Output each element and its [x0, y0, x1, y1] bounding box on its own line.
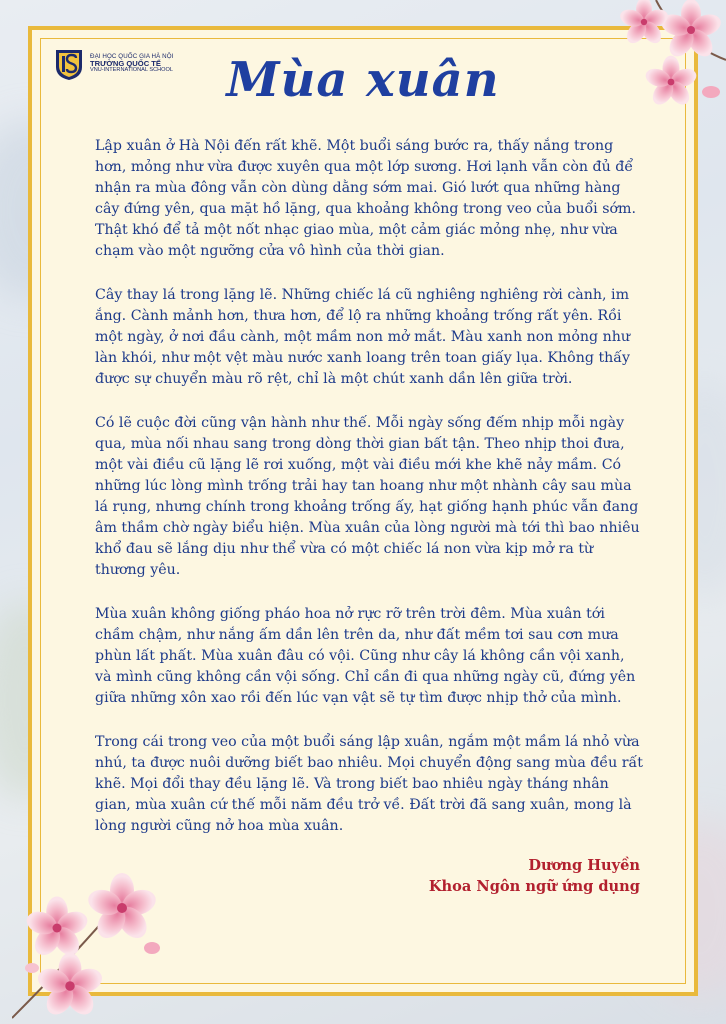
- author-department: Khoa Ngôn ngữ ứng dụng: [428, 878, 640, 895]
- cherry-blossom-top-right-icon: [596, 0, 726, 120]
- author-name: Dương Huyền: [528, 857, 640, 874]
- signature-block: [429, 855, 640, 897]
- paragraph-4: Mùa xuân không giống pháo hoa nở rực rỡ trên trời đêm. Mùa xuân tới chầm chậm, như nắng ấm dần lên trên da, như đất mềm tơi sau cơn mưa phùn lất phất. Mùa xuân đâu có vội. Cũng như cây lá không cần vội xanh, và mình cũng không cần vội sống. Chỉ cần đi qua những ngày cũ, đứng yên giữa những xôn xao rồi đến lúc vạn vật sẽ tự tìm được nhịp thở của mình.: [95, 606, 636, 706]
- university-name: ĐẠI HỌC QUỐC GIA HÀ NỘI: [90, 52, 174, 60]
- cherry-blossom-bottom-left-icon: [12, 868, 182, 1024]
- paragraph-2: Cây thay lá trong lặng lẽ. Những chiếc lá cũ nghiêng nghiêng rời cành, im ắng. Cành mảnh hơn, thưa hơn, để lộ ra những khoảng trống rất yên. Rồi một ngày, ở nơi đầu cành, một mầm non mở mắt. Màu xanh non mỏng như làn khói, như một vệt màu nước xanh loang trên toan giấy lụa. Không thấy được sự chuyển màu rõ rệt, chỉ là một chút xanh dần lên giữa trời.: [95, 287, 631, 387]
- letter-body: [95, 136, 643, 860]
- school-name-en: VNU-INTERNATIONAL SCHOOL: [90, 67, 173, 74]
- paragraph-5: Trong cái trong veo của một buổi sáng lập xuân, ngắm một mầm lá nhỏ vừa nhú, ta được nuôi dưỡng biết bao nhiêu. Mọi chuyển động sang mùa đều rất khẽ. Mọi đổi thay đều lặng lẽ. Và trong biết bao nhiêu ngày tháng nhân gian, mùa xuân cứ thế mỗi năm đều trở về. Đất trời đã sang xuân, mong là lòng người cũng nở hoa mùa xuân.: [95, 734, 643, 834]
- page-title: Mùa xuân: [226, 52, 500, 108]
- paragraph-3: Có lẽ cuộc đời cũng vận hành như thế. Mỗi ngày sống đếm nhịp mỗi ngày qua, mùa nối nhau sang trong dòng thời gian bất tận. Theo nhịp thoi đưa, một vài điều cũ lặng lẽ rơi xuống, một vài điều mới khe khẽ nảy mầm. Có những lúc lòng mình trống trải hay tan hoang như một nhành cây sau mùa lá rụng, nhưng chính trong khoảng trống ấy, hạt giống hạnh phúc vẫn đang âm thầm chờ ngày biểu hiện. Mùa xuân của lòng người mà tới thì bao nhiêu khổ đau sẽ lắng dịu như thể vừa có một chiếc lá non vừa kịp mở ra từ thương yêu.: [95, 415, 640, 578]
- paragraph-1: Lập xuân ở Hà Nội đến rất khẽ. Một buổi sáng bước ra, thấy nắng trong hơn, mỏng như vừa được xuyên qua một lớp sương. Hơi lạnh vẫn còn đủ để nhận ra mùa đông vẫn còn dùng dằng sớm mai. Gió lướt qua những hàng cây đứng yên, qua mặt hồ lặng, qua khoảng không trong veo của buổi sớm. Thật khó để tả một nốt nhạc giao mùa, một cảm giác mỏng nhẹ, như vừa chạm vào một ngưỡng cửa vô hình của thời gian.: [95, 138, 636, 259]
- school-name-vi: TRƯỜNG QUỐC TẾ: [90, 59, 161, 69]
